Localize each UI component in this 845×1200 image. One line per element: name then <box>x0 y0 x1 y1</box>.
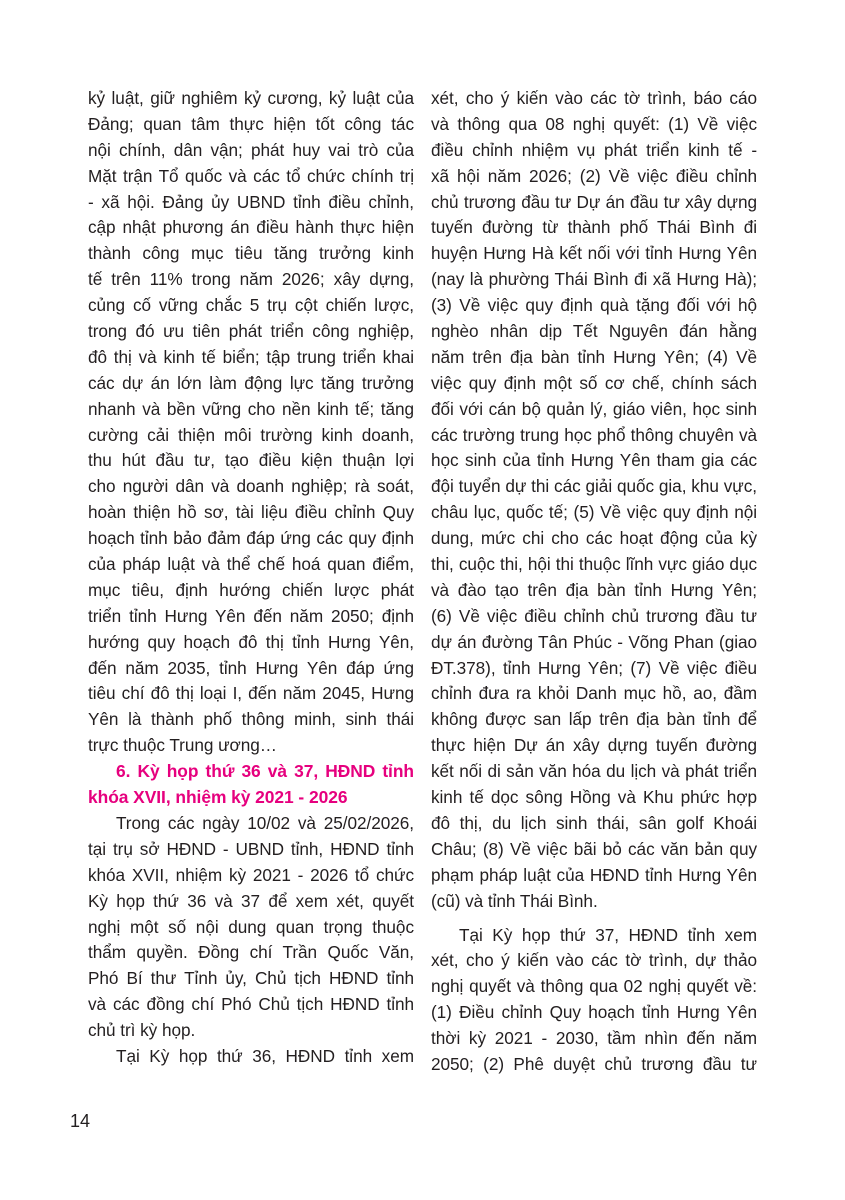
text-line: (nay là phường Thái Bình đi xã Hưng Hà); <box>431 269 757 290</box>
text-line: nội chính, dân vận; phát huy vai trò của <box>88 139 414 160</box>
text-line: hướng quy hoạch đô thị tỉnh Hưng Yên, <box>88 631 414 652</box>
text-line: hoàn thiện hồ sơ, tài liệu điều chỉnh Quy <box>88 502 414 523</box>
text-line: Châu; (8) Về việc bãi bỏ các văn bản quy <box>431 838 757 859</box>
text-line: Đảng; quan tâm thực hiện tốt công tác <box>88 113 414 134</box>
text-line: huyện Hưng Hà kết nối với tỉnh Hưng Yên <box>431 243 757 264</box>
text-line: Tại Kỳ họp thứ 36, HĐND tỉnh xem <box>116 1045 414 1066</box>
section-heading <box>88 759 414 811</box>
text-line: xã hội năm 2026; (2) Về việc điều chỉnh <box>431 165 757 186</box>
text-line: cho người dân và doanh nghiệp; rà soát, <box>88 476 414 497</box>
text-line: xét, cho ý kiến vào các tờ trình, dự thảo <box>431 950 757 971</box>
page-number: 14 <box>70 1111 91 1131</box>
text-line: đến năm 2035, tỉnh Hưng Yên đáp ứng <box>88 657 414 678</box>
text-line: năm trên địa bàn tỉnh Hưng Yên; (4) Về <box>431 346 757 367</box>
text-line: và thông qua 08 nghị quyết: (1) Về việc <box>431 113 757 134</box>
text-line: củng cố vững chắc 5 trụ cột chiến lược, <box>88 295 414 316</box>
text-line: tại trụ sở HĐND - UBND tỉnh, HĐND tỉnh <box>88 838 414 859</box>
text-line: thu hút đầu tư, tạo điều kiện thuận lợi <box>88 450 414 471</box>
text-line: nghèo nhân dịp Tết Nguyên đán hằng <box>431 321 757 342</box>
text-line: (3) Về việc quy định quà tặng đối với hộ <box>431 295 757 316</box>
text-line: xét, cho ý kiến vào các tờ trình, báo cáo <box>431 88 757 108</box>
right-paragraph-1 <box>431 86 757 915</box>
text-line: kỷ luật, giữ nghiêm kỷ cương, kỷ luật của <box>88 88 414 108</box>
text-line: triển tỉnh Hưng Yên đến năm 2050; định <box>88 605 414 626</box>
text-line: cường cải thiện môi trường kinh doanh, <box>88 424 414 445</box>
text-line: việc quy định một số cơ chế, chính sách <box>431 372 757 393</box>
left-paragraph-3 <box>88 1044 414 1070</box>
text-line: các trường trung học phổ thông chuyên và <box>431 424 757 445</box>
text-line: dung, mức chi cho các hoạt động của kỳ <box>431 528 757 549</box>
text-line: đô thị và kinh tế biển; tập trung triển khai <box>88 346 414 367</box>
text-line: Tại Kỳ họp thứ 37, HĐND tỉnh xem <box>459 924 757 945</box>
text-line: của pháp luật và thể chế hoá quan điểm, <box>88 554 414 575</box>
text-line: chủ trì kỳ họp. <box>88 1020 196 1041</box>
text-line: không được san lấp trên địa bàn tỉnh để <box>431 709 757 730</box>
text-line: phạm pháp luật của HĐND tỉnh Hưng Yên <box>431 864 757 885</box>
text-line: Yên là thành phố thông minh, sinh thái <box>88 709 414 730</box>
text-line: chủ trương đầu tư Dự án đầu tư xây dựng <box>431 191 757 212</box>
text-line: thành công mục tiêu tăng trưởng kinh <box>88 243 414 264</box>
text-line: điều chỉnh nhiệm vụ phát triển kinh tế - <box>431 139 757 160</box>
text-line: nhanh và bền vững cho nền kinh tế; tăng <box>88 398 414 419</box>
text-line: (cũ) và tỉnh Thái Bình. <box>431 890 598 911</box>
left-paragraph-2 <box>88 811 414 1044</box>
text-line: các dự án lớn làm động lực tăng trưởng <box>88 372 414 393</box>
text-line: Trong các ngày 10/02 và 25/02/2026, <box>116 812 414 833</box>
text-line: kinh tế dọc sông Hồng và Khu phức hợp <box>431 787 757 808</box>
text-line: khóa XVII, nhiệm kỳ 2021 - 2026 <box>88 787 348 808</box>
text-line: thi, cuộc thi, hội thi thuộc lĩnh vực giáo dục <box>431 554 757 575</box>
text-line: - xã hội. Đảng ủy UBND tỉnh điều chỉnh, <box>88 191 414 212</box>
text-line: (1) Điều chỉnh Quy hoạch tỉnh Hưng Yên <box>431 1002 757 1023</box>
right-paragraph-2 <box>431 923 757 1078</box>
text-line: đội tuyển dự thi các giải quốc gia, khu vực, <box>431 476 757 497</box>
text-line: thẩm quyền. Đồng chí Trần Quốc Văn, <box>88 942 414 963</box>
text-line: cập nhật phương án điều hành thực hiện <box>88 217 414 238</box>
text-line: Kỳ họp thứ 36 và 37 để xem xét, quyết <box>88 890 414 911</box>
text-line: khóa XVII, nhiệm kỳ 2021 - 2026 tổ chức <box>88 864 414 885</box>
text-line: thực hiện Dự án xây dựng tuyến đường <box>431 735 757 756</box>
text-line: nghị một số nội dung quan trọng thuộc <box>88 916 414 937</box>
text-line: nghị quyết và thông qua 02 nghị quyết về: <box>431 976 757 997</box>
text-line: tuyến đường từ thành phố Thái Bình đi <box>431 217 757 238</box>
text-line: đô thị, du lịch sinh thái, sân golf Khoái <box>431 812 757 833</box>
text-line: trong đó ưu tiên phát triển công nghiệp, <box>88 321 414 342</box>
text-line: học sinh của tỉnh Hưng Yên tham gia các <box>431 450 757 471</box>
text-line: châu lục, quốc tế; (5) Về việc quy định nội <box>431 502 757 523</box>
text-line: và đào tạo trên địa bàn tỉnh Hưng Yên; <box>431 579 757 600</box>
right-column <box>431 86 757 1078</box>
text-line: Phó Bí thư Tỉnh ủy, Chủ tịch HĐND tỉnh <box>88 968 414 989</box>
text-line: 2050; (2) Phê duyệt chủ trương đầu tư <box>431 1053 757 1074</box>
left-column <box>88 86 414 1070</box>
text-line: Mặt trận Tổ quốc và các tổ chức chính trị <box>88 165 414 186</box>
text-line: và các đồng chí Phó Chủ tịch HĐND tỉnh <box>88 994 414 1015</box>
text-line: trực thuộc Trung ương… <box>88 735 277 756</box>
left-paragraph-1 <box>88 86 414 759</box>
text-line: 6. Kỳ họp thứ 36 và 37, HĐND tỉnh <box>116 761 414 782</box>
text-line: hoạch tỉnh bảo đảm đáp ứng các quy định <box>88 528 414 549</box>
text-line: tế trên 11% trong năm 2026; xây dựng, <box>88 269 414 290</box>
paragraph-gap <box>431 915 757 923</box>
text-line: thời kỳ 2021 - 2030, tầm nhìn đến năm <box>431 1028 757 1049</box>
text-line: chỉnh đưa ra khỏi Danh mục hồ, ao, đầm <box>431 683 757 704</box>
text-line: ĐT.378), tỉnh Hưng Yên; (7) Về việc điều <box>431 657 757 678</box>
text-line: kết nối di sản văn hóa du lịch và phát triển <box>431 761 757 782</box>
text-line: mục tiêu, định hướng chiến lược phát <box>88 579 414 600</box>
text-line: đối với cán bộ quản lý, giáo viên, học sinh <box>431 398 757 419</box>
text-line: dự án đường Tân Phúc - Võng Phan (giao <box>431 631 757 652</box>
text-line: tiêu chí đô thị loại I, đến năm 2045, Hưng <box>88 683 414 704</box>
text-line: (6) Về việc điều chỉnh chủ trương đầu tư <box>431 605 757 626</box>
